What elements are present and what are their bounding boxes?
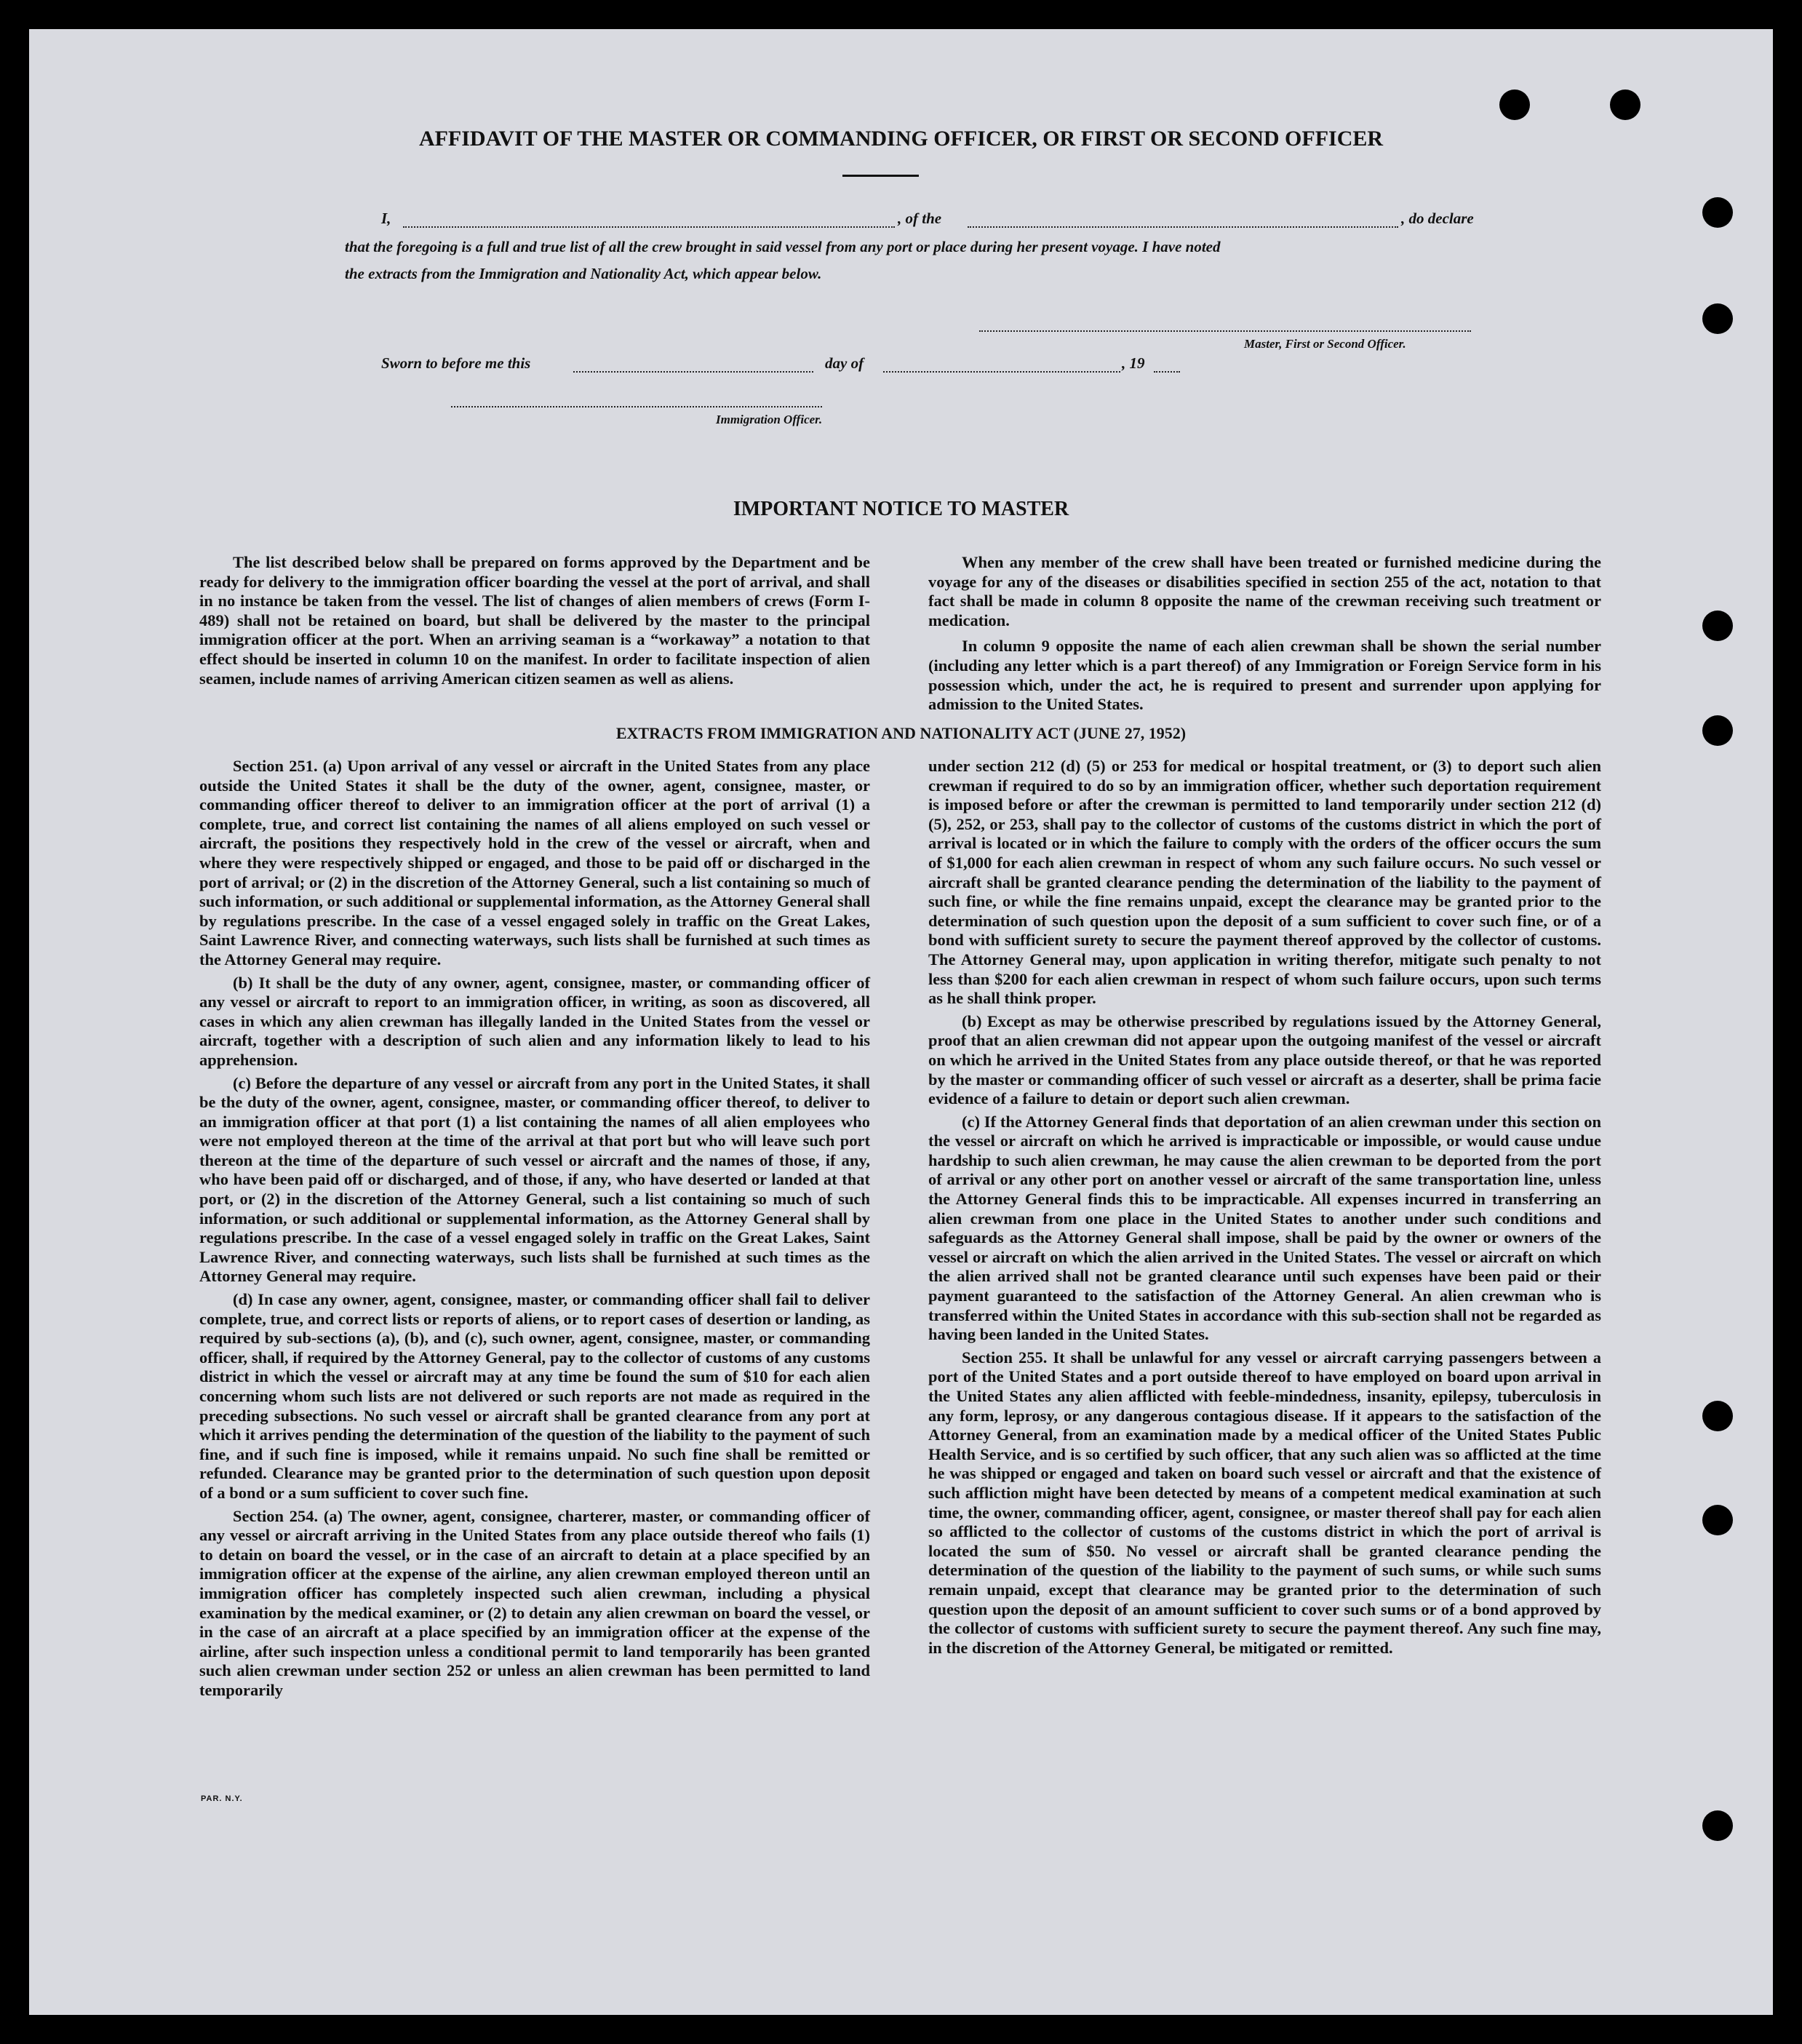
notice-right-column	[928, 553, 1601, 718]
section-251-b: (b) It shall be the duty of any owner, agent, consignee, master, or commanding officer of any vessel or aircraft to report to an immigration officer, in writing, as soon as discovered, all cases in which any alien crewman has illegally landed in the United States from the vessel or aircraft, together with a description of such alien and any information likely to lead to his apprehension.	[199, 973, 870, 1069]
punch-hole	[1610, 90, 1640, 120]
sworn-year-field[interactable]	[1154, 371, 1180, 373]
section-254-b: (b) Except as may be otherwise prescribed by regulations issued by the Attorney General, proof that an alien crewman did not appear upon the outgoing manifest of the vessel or aircraft on which he arrived in the United States from any place outside thereof, or that he was reported by the master or commanding officer of such vessel or aircraft as a deserter, shall be prima facie evidence of a failure to detain or deport such alien crewman.	[928, 1011, 1601, 1108]
affidavit-title: AFFIDAVIT OF THE MASTER OR COMMANDING OFFICER, OR FIRST OR SECOND OFFICER	[418, 127, 1384, 151]
title-rule	[842, 175, 919, 177]
punch-hole	[1702, 197, 1733, 228]
punch-hole	[1702, 611, 1733, 641]
section-255: Section 255. It shall be unlawful for any vessel or aircraft carrying passengers between a port of the United States and a port outside thereof to have employed on board upon arrival in the United States any alien afflicted with feeble-mindedness, insanity, epilepsy, tuberculosis in any form, leprosy, or any dangerous contagious disease. If it appears to the satisfaction of the Attorney General, from an examination made by a medical officer of the United States Public Health Service, and is so certified by such officer, that any such alien was so afflicted at the time he was shipped or engaged and taken on board such vessel or aircraft and that the existence of such affliction might have been detected by means of a competent medical examination at such time, the owner, commanding officer, agent, consignee, or master thereof shall pay for each alien so afflicted to the collector of customs of the customs district in which the port of arrival is located the sum of $50. No vessel or aircraft shall be granted clearance pending the determination of the question of the liability to the payment of such sums, or while such sums remain unpaid, except that clearance may be granted prior to the determination of such question upon the deposit of an amount sufficient to cover such sums or of a bond approved by the collector of customs with sufficient surety to secure the payment thereof. Any such fine may, in the discretion of the Attorney General, be mitigated or remitted.	[928, 1348, 1601, 1657]
printer-mark: PAR. N.Y.	[201, 1794, 243, 1803]
extracts-right-column	[928, 757, 1601, 1661]
declare-end-label: , do declare	[1401, 210, 1474, 227]
section-254-a-cont: under section 212 (d) (5) or 253 for medical or hospital treatment, or (3) to deport such alien crewman if required to do so by an immigration officer, whether such deportation requirement is imposed before or after the crewman is permitted to land temporarily under section 212 (d) (5), 252, or 253, shall pay to the collector of customs of the customs district in which the port of arrival is located or in which the failure to comply with the orders of the officer occurs the sum of $1,000 for each alien crewman in respect of whom any such failure occurs. No such vessel or aircraft shall be granted clearance pending the determination of the liability to the payment of such fine, or while the fine remains unpaid, except the clearance may be granted prior to the determination of such question upon the deposit of a sum sufficient to cover such fine, or of a bond with sufficient surety to secure the payment thereof approved by the collector of customs. The Attorney General may, upon application in writing therefor, mitigate such penalty to not less than $200 for each alien crewman in respect of whom such failure occurs, upon such terms as he shall think proper.	[928, 757, 1601, 1008]
punch-hole	[1702, 1401, 1733, 1431]
notice-right-paragraph-2: In column 9 opposite the name of each alien crewman shall be shown the serial number (including any letter which is a part thereof) of any Immigration or Foreign Service form in his possession which, under the act, he is required to present and surrender upon applying for admission to the United States.	[928, 637, 1601, 714]
extracts-left-column	[199, 757, 870, 1704]
notice-left-column	[199, 553, 870, 692]
officer-signature-field[interactable]	[451, 406, 822, 407]
form-page	[29, 29, 1773, 2015]
notice-title: IMPORTANT NOTICE TO MASTER	[733, 498, 1069, 520]
section-251-a: Section 251. (a) Upon arrival of any vessel or aircraft in the United States from any place outside the United States it shall be the duty of the owner, agent, consignee, master, or commanding officer thereof to deliver to an immigration officer at the port of arrival (1) a complete, true, and correct list containing the names of all aliens employed on such vessel or aircraft, the positions they respectively hold in the crew of the vessel or aircraft, when and where they were respectively shipped or engaged, and those to be paid off or discharged in the port of arrival; or (2) in the discretion of the Attorney General, such a list containing so much of such information, or such additional or supplemental information, as the Attorney General shall by regulations prescribe. In the case of a vessel engaged solely in traffic on the Great Lakes, Saint Lawrence River, and connecting waterways, such lists shall be furnished at such times as the Attorney General may require.	[199, 757, 870, 969]
master-signature-field[interactable]	[979, 330, 1471, 332]
notice-left-paragraph: The list described below shall be prepared on forms approved by the Department and be ready for delivery to the immigration officer boarding the vessel at the port of arrival, and shall in no instance be taken from the vessel. The list of changes of alien members of crews (Form I-489) shall not be retained on board, but shall be delivered by the master to the principal immigration officer at the port. When an arriving seaman is a “workaway” a notation to that effect should be inserted in column 10 on the manifest. In order to facilitate inspection of alien seamen, include names of arriving American citizen seamen as well as aliens.	[199, 553, 870, 688]
sworn-month-field[interactable]	[883, 371, 1120, 373]
punch-hole	[1702, 1810, 1733, 1841]
statement-line-2: the extracts from the Immigration and Nationality Act, which appear below.	[345, 265, 822, 282]
year-label: , 19	[1122, 354, 1145, 372]
sworn-label: Sworn to before me this	[381, 354, 531, 372]
punch-hole	[1499, 90, 1530, 120]
statement-line-1: that the foregoing is a full and true list of all the crew brought in said vessel from any port or place during her present voyage. I have noted	[345, 238, 1221, 255]
name-field[interactable]	[403, 226, 895, 228]
declare-i-label: I,	[381, 210, 391, 227]
notice-right-paragraph-1: When any member of the crew shall have been treated or furnished medicine during the voyage for any of the diseases or disabilities specified in section 255 of the act, notation to that fact shall be made in column 8 opposite the name of the crewman receiving such treatment or medication.	[928, 553, 1601, 629]
punch-hole	[1702, 1505, 1733, 1535]
officer-signature-label: Immigration Officer.	[716, 413, 823, 426]
section-251-c: (c) Before the departure of any vessel or aircraft from any port in the United States, it shall be the duty of the owner, agent, consignee, master, or commanding officer thereof, to deliver to an immigration officer at that port (1) a list containing the names of all alien employees who were not employed thereon at the time of the arrival at that port but who will leave such port thereon at the time of the departure of such vessel or aircraft and the names of those, if any, who have been paid off or discharged, and of those, if any, who have deserted or landed at that port, or (2) in the discretion of the Attorney General, such a list containing so much of such information, or such additional or supplemental information, as the Attorney General shall by regulations prescribe. In the case of a vessel engaged solely in traffic on the Great Lakes, Saint Lawrence River, and connecting waterways, such lists shall be furnished at such times as the Attorney General may require.	[199, 1073, 870, 1286]
sworn-day-field[interactable]	[573, 371, 813, 373]
section-254-a: Section 254. (a) The owner, agent, consignee, charterer, master, or commanding officer of any vessel or aircraft arriving in the United States from any place outside thereof who fails (1) to detain on board the vessel, or in the case of an aircraft to detain at a place specified by an immigration officer at the expense of the airline, any alien crewman employed thereon until an immigration officer has completely inspected such alien crewman, including a physical examination by the medical examiner, or (2) to detain any alien crewman on board the vessel, or in the case of an aircraft at a place specified by an immigration officer at the expense of the airline, after such inspection unless a conditional permit to land temporarily has been granted such alien crewman under section 252 or unless an alien crewman has been permitted to land temporarily	[199, 1506, 870, 1699]
vessel-field[interactable]	[968, 226, 1398, 228]
section-254-c: (c) If the Attorney General finds that deportation of an alien crewman under this section on the vessel or aircraft on which he arrived is impracticable or impossible, or would cause undue hardship to such alien crewman, he may cause the alien crewman to be deported from the port of arrival or any other port on another vessel or aircraft of the same transportation line, unless the Attorney General finds this to be impracticable. All expenses incurred in transferring an alien crewman from one place in the United States to another under such conditions and safeguards as the Attorney General shall impose, shall be paid by the owner or owners of the vessel or aircraft on which the alien arrived in the United States. The vessel or aircraft on which the alien arrived shall not be granted clearance until such expenses have been paid or their payment guaranteed to the satisfaction of the Attorney General. An alien crewman who is transferred within the United States in accordance with this sub-section shall not be regarded as having been landed in the United States.	[928, 1112, 1601, 1344]
master-signature-label: Master, First or Second Officer.	[1244, 337, 1406, 351]
day-of-label: day of	[825, 354, 864, 372]
extracts-title: EXTRACTS FROM IMMIGRATION AND NATIONALITY ACT (JUNE 27, 1952)	[615, 724, 1187, 742]
section-251-d: (d) In case any owner, agent, consignee, master, or commanding officer shall fail to deliver complete, true, and correct lists or reports of aliens, or to report cases of desertion or landing, as required by sub-sections (a), (b), and (c), such owner, agent, consignee, master, or commanding officer, shall, if required by the Attorney General, pay to the collector of customs of any customs district in which the vessel or aircraft may at any time be found the sum of $10 for each alien concerning whom such lists are not delivered or such reports are not made as required in the preceding subsections. No such vessel or aircraft shall be granted clearance from any port at which it arrives pending the determination of the question of the liability to the payment of such fine, and if such fine is imposed, while it remains unpaid. No such fine shall be remitted or refunded. Clearance may be granted prior to the determination of such question upon deposit of a bond or a sum sufficient to cover such fine.	[199, 1290, 870, 1502]
punch-hole	[1702, 303, 1733, 334]
declare-of-the-label: , of the	[898, 210, 942, 227]
